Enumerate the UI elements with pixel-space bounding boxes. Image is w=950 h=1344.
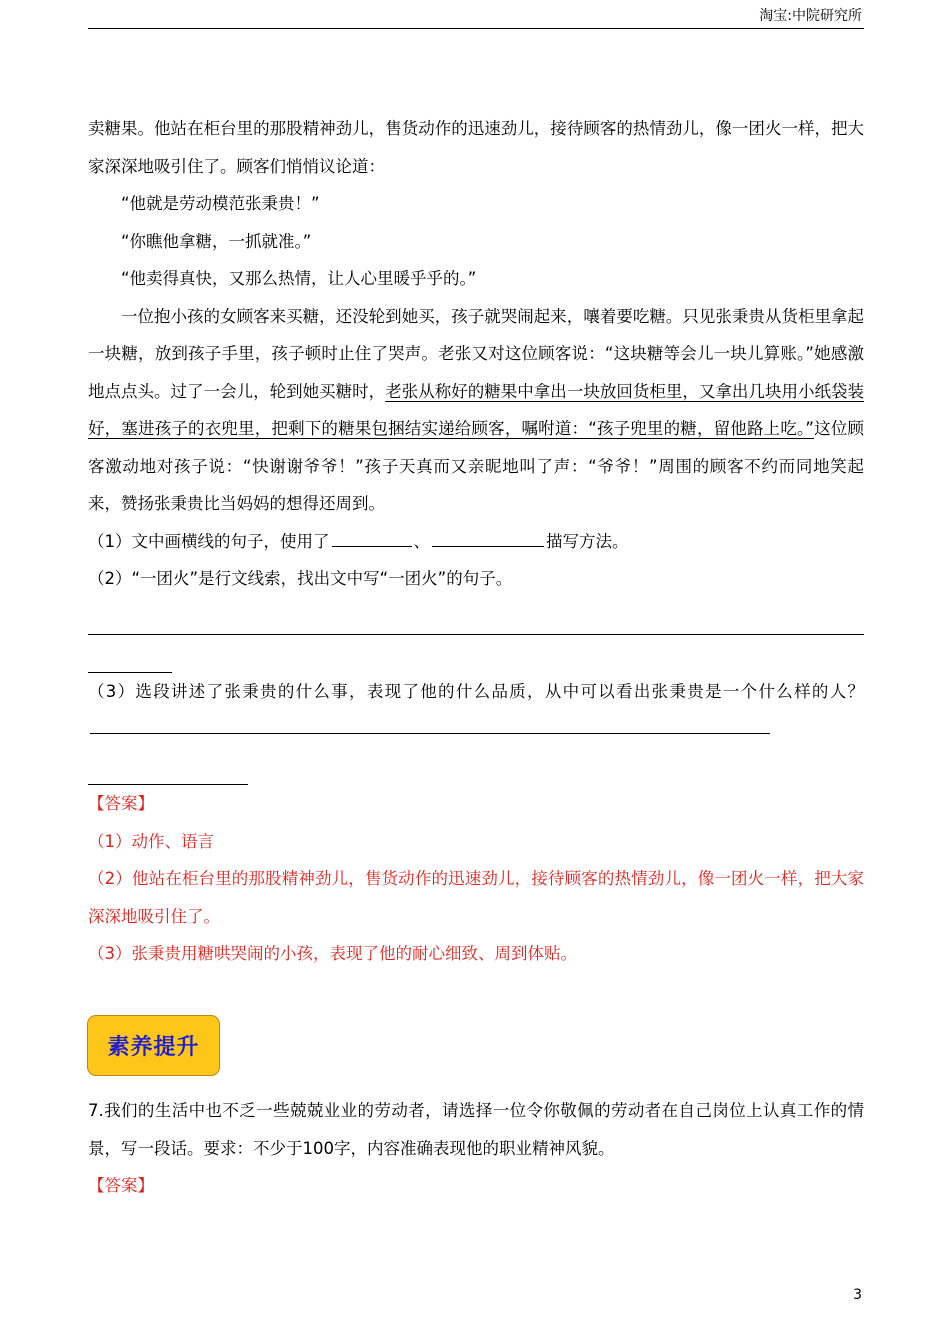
passage-paragraph-5 <box>88 298 864 523</box>
answer-blank-3[interactable] <box>90 713 770 734</box>
answer-blank-1[interactable] <box>332 526 412 547</box>
passage-and-questions <box>88 110 864 973</box>
question-7-answer-label: 【答案】 <box>88 1176 154 1195</box>
page-number: 3 <box>853 1287 862 1303</box>
question-1-prefix: （1）文中画横线的句子，使用了 <box>88 531 330 551</box>
underlined-sentence: 老张从称好的糖果中拿出一块放回货柜里，又拿出几块用小纸袋装好，塞进孩子的衣兜里，把剩下的糖果包捆结实递给顾客，嘱咐道：“孩子兜里的糖，留他路上吃。” <box>88 381 865 438</box>
question-1-suffix: 描写方法。 <box>546 531 629 551</box>
quote-1: “他就是劳动模范张秉贵！” <box>121 194 320 213</box>
section-badge: 素养提升 <box>87 1015 220 1076</box>
question-3-text: （3）选段讲述了张秉贵的什么事，表现了他的什么品质，从中可以看出张秉贵是一个什么样的人？ <box>88 681 864 701</box>
answer-line[interactable] <box>88 748 248 786</box>
answer-line[interactable] <box>88 635 172 673</box>
quote-2: “你瞧他拿糖，一抓就准。” <box>121 231 312 251</box>
answer-line[interactable] <box>88 598 864 636</box>
answer-3: （3）张秉贵用糖哄哭闹的小孩，表现了他的耐心细致、周到体贴。 <box>88 944 577 963</box>
passage-text: 这位顾客激动地对孩子说：“快谢谢爷爷！”孩子天真而又亲昵地叫了声：“爷爷！”周围的顾客不约而同地笑起来，赞扬张秉贵比当妈妈的想得还周到。 <box>88 419 864 513</box>
question-1 <box>88 523 864 561</box>
answer-blank-2[interactable] <box>432 526 544 547</box>
answer-1: （1）动作、语言 <box>88 831 214 851</box>
question-7-block <box>88 1092 864 1205</box>
quote-3: “他卖得真快，又那么热情，让人心里暖乎乎的。” <box>121 269 477 288</box>
question-3 <box>88 673 864 748</box>
header-source: 淘宝:中院研究所 <box>759 8 862 24</box>
passage-paragraph-1: 卖糖果。他站在柜台里的那股精神劲儿，售货动作的迅速劲儿，接待顾客的热情劲儿，像一团火一样，把大家深深地吸引住了。顾客们悄悄议论道： <box>88 119 864 176</box>
question-1-separator: 、 <box>413 531 430 551</box>
header-rule <box>88 28 864 29</box>
answer-label: 【答案】 <box>88 794 154 813</box>
question-2: （2）“一团火”是行文线索，找出文中写“一团火”的句子。 <box>88 569 513 588</box>
passage-text: 一位抱小孩的女顾客来买糖，还没轮到她买，孩子就哭闹起来，嚷着要吃糖。只见张秉贵从货柜里拿起一块糖，放到孩子手里，孩子顿时止住了哭声。老张又对这位顾客说：“这块糖等会儿一块儿算账。”她感激地点点头。过了一会儿，轮到她买糖时， <box>88 306 864 401</box>
question-7: 7.我们的生活中也不乏一些兢兢业业的劳动者，请选择一位令你敬佩的劳动者在自己岗位上认真工作的情景，写一段话。要求：不少于100字，内容准确表现他的职业精神风貌。 <box>88 1101 864 1158</box>
answer-2: （2）他站在柜台里的那股精神劲儿，售货动作的迅速劲儿，接待顾客的热情劲儿，像一团火一样，把大家深深地吸引住了。 <box>88 869 864 926</box>
